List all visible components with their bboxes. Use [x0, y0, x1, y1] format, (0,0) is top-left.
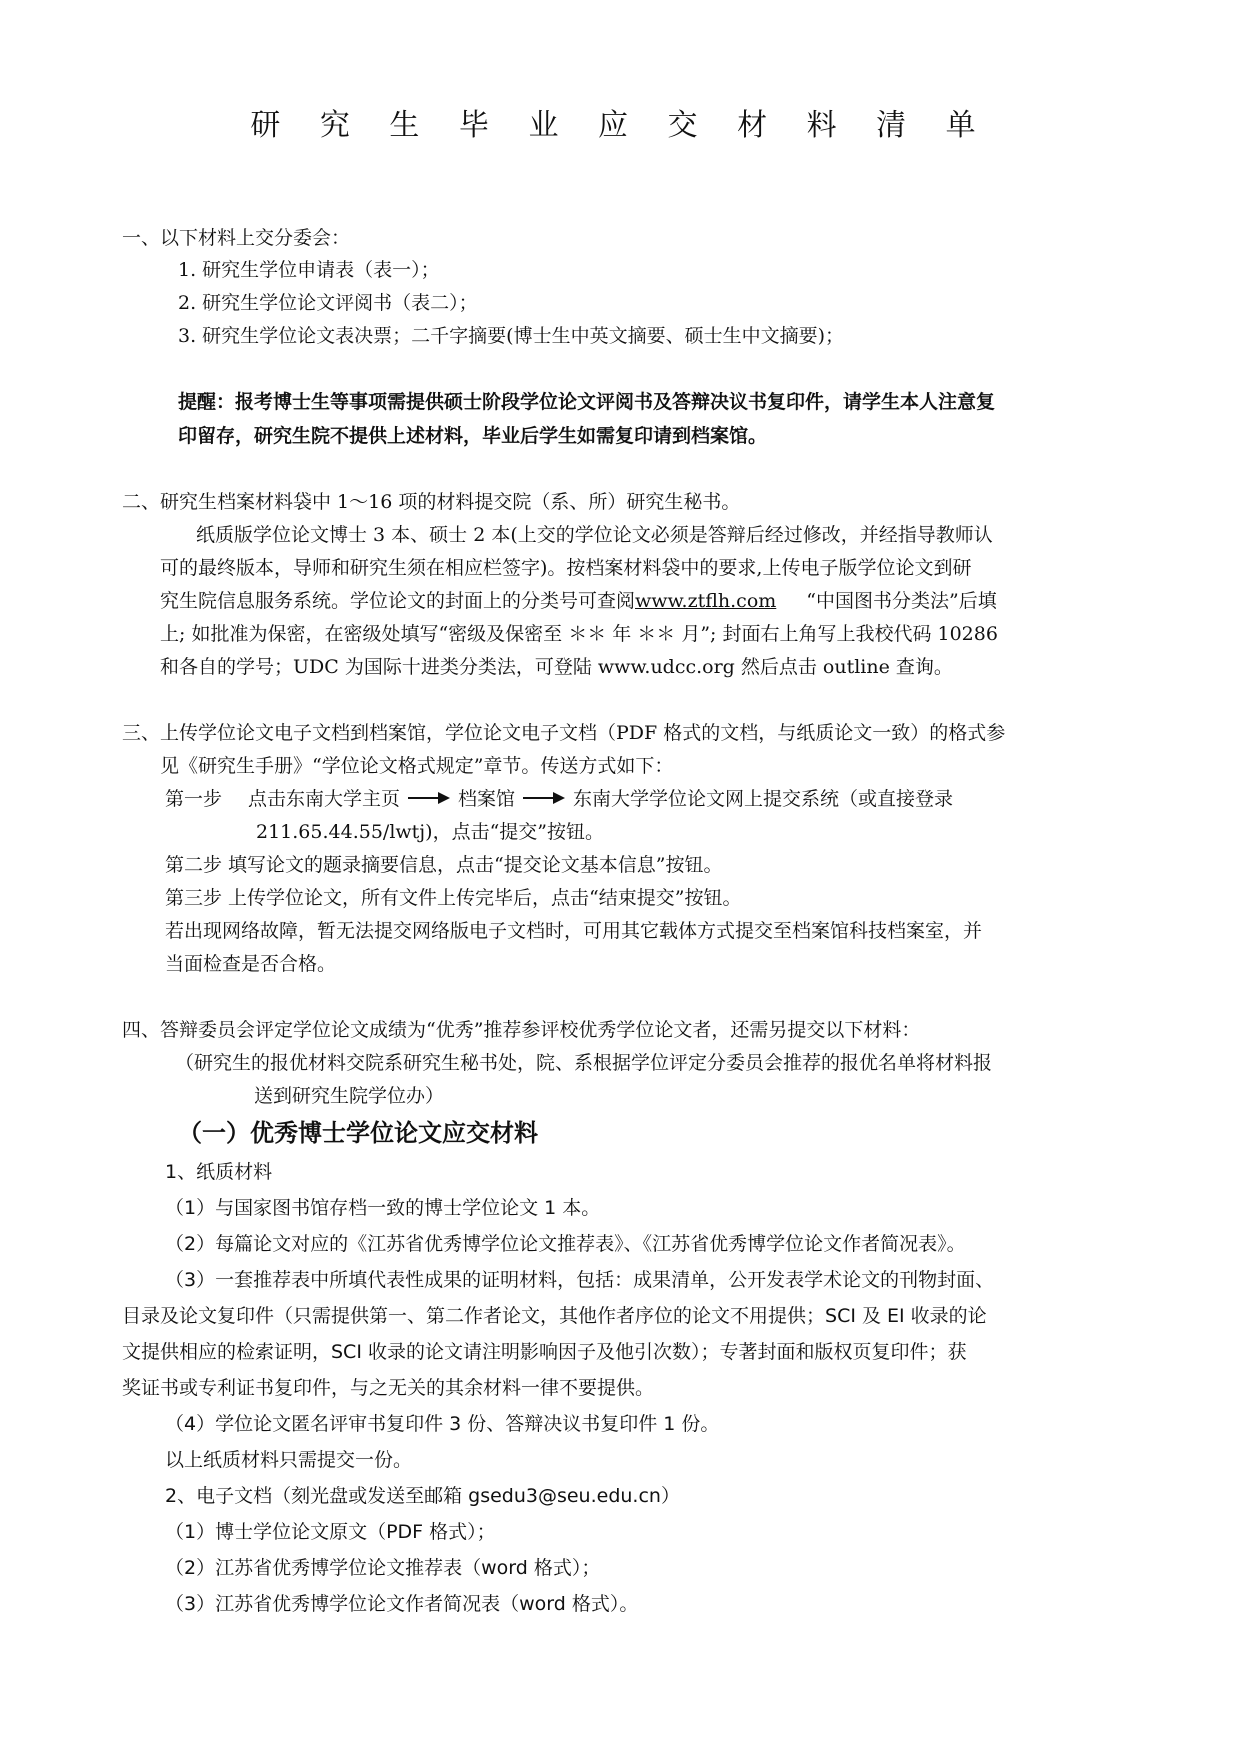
section3-step1-line2: 211.65.44.55/lwtj)，点击“提交”按钮。 — [256, 821, 605, 843]
arrow-right-icon — [523, 787, 565, 811]
electronic-item-1: （1）博士学位论文原文（PDF 格式）； — [165, 1521, 496, 1543]
paper-note: 以上纸质材料只需提交一份。 — [165, 1449, 413, 1471]
paper-item-3-line1: （3）一套推荐表中所填代表性成果的证明材料，包括：成果清单，公开发表学术论文的刊物封面、 — [165, 1269, 995, 1291]
section3-step1 — [165, 787, 953, 811]
section3-heading-line2: 见《研究生手册》“学位论文格式规定”章节。传送方式如下： — [160, 755, 674, 777]
section3-note-line1: 若出现网络故障，暂无法提交网络版电子文档时，可用其它载体方式提交至档案馆科技档案室，并 — [165, 920, 983, 942]
section1-reminder-line1: 提醒：报考博士生等事项需提供硕士阶段学位论文评阅书及答辩决议书复印件，请学生本人注意复 — [178, 391, 996, 413]
section3-note-line2: 当面检查是否合格。 — [165, 953, 337, 975]
section1-item-3: 3. 研究生学位论文表决票；二千字摘要(博士生中英文摘要、硕士生中文摘要)； — [178, 325, 844, 347]
section3-step3: 第三步 上传学位论文，所有文件上传完毕后，点击“结束提交”按钮。 — [165, 887, 742, 909]
arrow-right-icon — [408, 787, 450, 811]
electronic-item-3: （3）江苏省优秀博学位论文作者简况表（word 格式）。 — [165, 1593, 639, 1615]
paper-materials-heading: 1、纸质材料 — [165, 1161, 273, 1183]
step1-part-c: 东南大学学位论文网上提交系统（或直接登录 — [573, 788, 954, 810]
paper-item-2: （2）每篇论文对应的《江苏省优秀博学位论文推荐表》、《江苏省优秀博学位论文作者简况表》。 — [165, 1233, 966, 1255]
section4-note-line1: （研究生的报优材料交院系研究生秘书处，院、系根据学位评定分委员会推荐的报优名单将材料报 — [175, 1052, 993, 1074]
paper-item-3-line3: 文提供相应的检索证明，SCI 收录的论文请注明影响因子及他引次数）；专著封面和版权页复印件；获 — [122, 1341, 967, 1363]
step1-label: 第一步 — [165, 788, 223, 810]
section4-note-line2: 送到研究生院学位办） — [254, 1085, 445, 1107]
page-title: 研 究 生 毕 业 应 交 材 料 清 单 — [250, 108, 991, 143]
section2-heading: 二、研究生档案材料袋中 1～16 项的材料提交院（系、所）研究生秘书。 — [122, 491, 741, 513]
section4-subheading: （一）优秀博士学位论文应交材料 — [178, 1119, 538, 1147]
section2-para-line4: 上; 如批准为保密，在密级处填写“密级及保密至 ＊＊ 年 ＊＊ 月”; 封面右上角写上我校代码 10286 — [160, 623, 998, 645]
section2-para-line3-text: 究生院信息服务系统。学位论文的封面上的分类号可查阅 — [160, 590, 636, 612]
section1-item-1: 1. 研究生学位申请表（表一）； — [178, 259, 440, 281]
section1-item-2: 2. 研究生学位论文评阅书（表二）； — [178, 292, 478, 314]
paper-item-3-line4: 奖证书或专利证书复印件，与之无关的其余材料一律不要提供。 — [122, 1377, 655, 1399]
paper-item-3-line2: 目录及论文复印件（只需提供第一、第二作者论文，其他作者序位的论文不用提供；SCI 及 EI 收录的论 — [122, 1305, 987, 1327]
electronic-item-2: （2）江苏省优秀博学位论文推荐表（word 格式）； — [165, 1557, 601, 1579]
paper-item-4: （4）学位论文匿名评审书复印件 3 份、答辩决议书复印件 1 份。 — [165, 1413, 720, 1435]
section2-para-line1: 纸质版学位论文博士 3 本、硕士 2 本(上交的学位论文必须是答辩后经过修改，并经指导教师认 — [196, 524, 993, 546]
paper-item-1: （1）与国家图书馆存档一致的博士学位论文 1 本。 — [165, 1197, 601, 1219]
section2-para-line5: 和各自的学号；UDC 为国际十进类分类法，可登陆 www.udcc.org 然后点击 outline 查询。 — [160, 656, 953, 678]
section3-heading-line1: 三、上传学位论文电子文档到档案馆，学位论文电子文档（PDF 格式的文档，与纸质论文一致）的格式参 — [122, 722, 1006, 744]
section1-heading: 一、以下材料上交分委会： — [122, 227, 351, 249]
section3-step2: 第二步 填写论文的题录摘要信息，点击“提交论文基本信息”按钮。 — [165, 854, 723, 876]
step1-part-a: 点击东南大学主页 — [248, 788, 401, 810]
step1-part-b: 档案馆 — [458, 788, 516, 810]
electronic-docs-heading: 2、电子文档（刻光盘或发送至邮箱 gsedu3@seu.edu.cn） — [165, 1485, 680, 1507]
section1-reminder-line2: 印留存，研究生院不提供上述材料，毕业后学生如需复印请到档案馆。 — [178, 425, 768, 447]
section4-heading: 四、答辩委员会评定学位论文成绩为“优秀”推荐参评校优秀学位论文者，还需另提交以下材料： — [122, 1019, 921, 1041]
ztflh-link[interactable]: www.ztflh.com — [635, 590, 777, 612]
section2-para-line3 — [160, 589, 997, 613]
section2-para-line3-tail: “中国图书分类法”后填 — [806, 590, 997, 612]
section2-para-line2: 可的最终版本，导师和研究生须在相应栏签字)。按档案材料袋中的要求,上传电子版学位论文到研 — [160, 557, 972, 579]
